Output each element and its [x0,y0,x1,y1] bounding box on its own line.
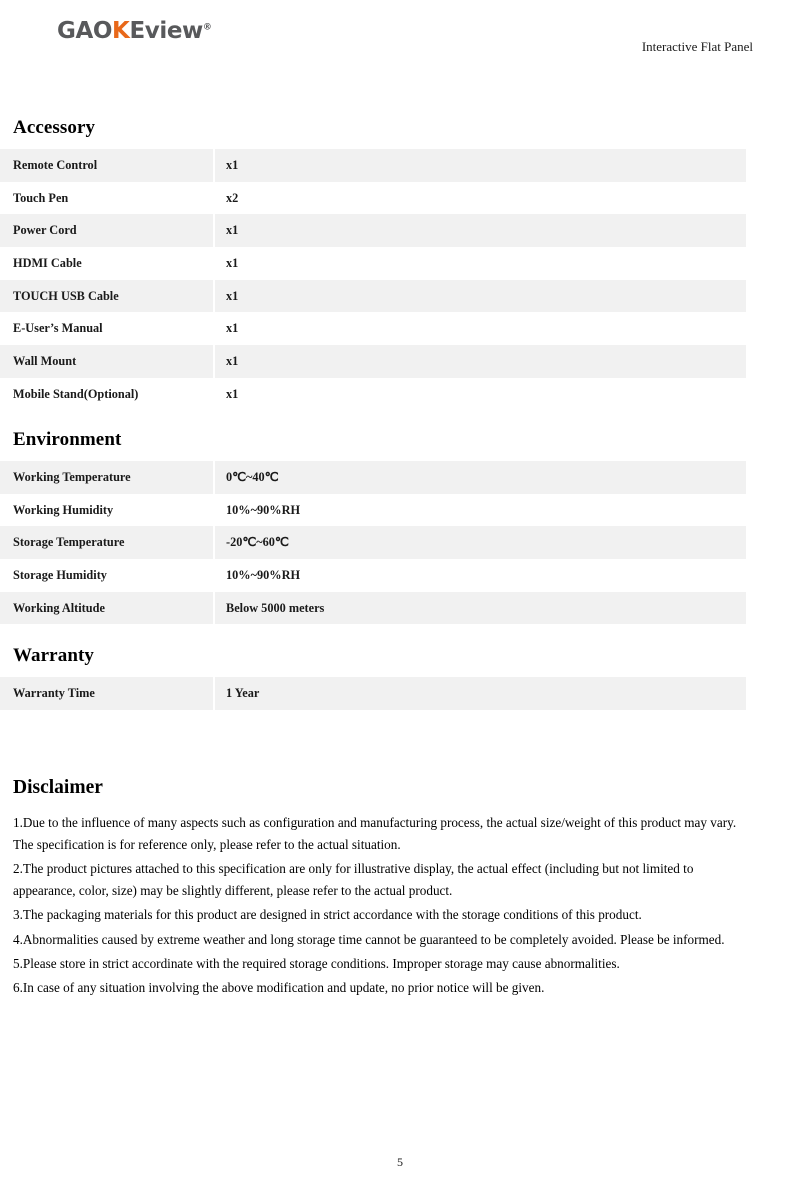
table-row [0,559,746,592]
row-value: x1 [215,214,746,247]
row-value: -20℃~60℃ [215,526,746,559]
table-row [0,214,746,247]
table-row [0,247,746,280]
row-value: 10%~90%RH [215,494,746,527]
table-row [0,677,746,710]
section-disclaimer [0,778,746,1001]
section-title-warranty: Warranty [13,645,95,666]
page-number: 5 [397,1155,403,1169]
list-item: 3.The packaging materials for this product are designed in strict accordance with the storage conditions of this product. [13,907,642,923]
table-row [0,494,746,527]
table-row [0,182,746,215]
row-value: x2 [215,182,746,215]
list-item: 2.The product pictures attached to this specification are only for illustrative display, the actual effect (including but not limited to appearance, color, size) may be slightly different, please refer to the actual product. [13,860,694,899]
row-value: x1 [215,312,746,345]
row-label: Warranty Time [0,677,213,710]
row-label: Working Humidity [0,494,213,527]
logo-text-k: K [112,18,130,44]
list-item: 6.In case of any situation involving the above modification and update, no prior notice will be given. [13,979,545,995]
section-warranty [0,646,746,710]
row-value: 1 Year [215,677,746,710]
environment-table [0,461,746,624]
row-value: 0℃~40℃ [215,461,746,494]
gaokeview-logo [57,20,212,43]
table-row [0,378,746,411]
table-row [0,345,746,378]
row-label: Working Temperature [0,461,213,494]
row-value: x1 [215,149,746,182]
row-value: 10%~90%RH [215,559,746,592]
logo-text-view: Eview [129,18,203,44]
disclaimer-list [13,812,755,1000]
table-row [0,149,746,182]
page-header [0,0,800,78]
row-label: Working Altitude [0,592,213,625]
list-item: 5.Please store in strict accordinate with the required storage conditions. Improper storage may cause abnormalities. [13,955,620,971]
row-label: Remote Control [0,149,213,182]
row-label: HDMI Cable [0,247,213,280]
row-value: x1 [215,378,746,411]
section-accessory [0,118,746,411]
row-value: Below 5000 meters [215,592,746,625]
row-value: x1 [215,247,746,280]
accessory-table-body [0,149,746,411]
warranty-table [0,677,746,710]
list-item: 4.Abnormalities caused by extreme weather and long storage time cannot be guaranteed to be completely avoided. Please be informed. [13,931,725,947]
row-value: x1 [215,280,746,313]
section-title-environment: Environment [13,429,122,450]
table-row [0,592,746,625]
table-row [0,312,746,345]
row-label: Wall Mount [0,345,213,378]
section-title-disclaimer: Disclaimer [13,777,103,798]
row-label: TOUCH USB Cable [0,280,213,313]
row-label: Storage Temperature [0,526,213,559]
table-row [0,461,746,494]
list-item: 1.Due to the influence of many aspects such as configuration and manufacturing process, the actual size/weight of this product may vary. The specification is for reference only, please refer to the actual situation. [13,814,737,852]
row-label: Power Cord [0,214,213,247]
section-title-accessory: Accessory [13,117,96,138]
logo-text-gao: GAO [57,18,113,44]
row-label: E-User’s Manual [0,312,213,345]
warranty-table-body [0,677,746,710]
registered-trademark-icon: ® [202,22,212,33]
row-label: Storage Humidity [0,559,213,592]
environment-table-body [0,461,746,624]
header-product-title: Interactive Flat Panel [641,39,753,54]
table-row [0,280,746,313]
table-row [0,526,746,559]
row-label: Touch Pen [0,182,213,215]
section-environment [0,430,746,624]
row-label: Mobile Stand(Optional) [0,378,213,411]
accessory-table [0,149,746,411]
row-value: x1 [215,345,746,378]
